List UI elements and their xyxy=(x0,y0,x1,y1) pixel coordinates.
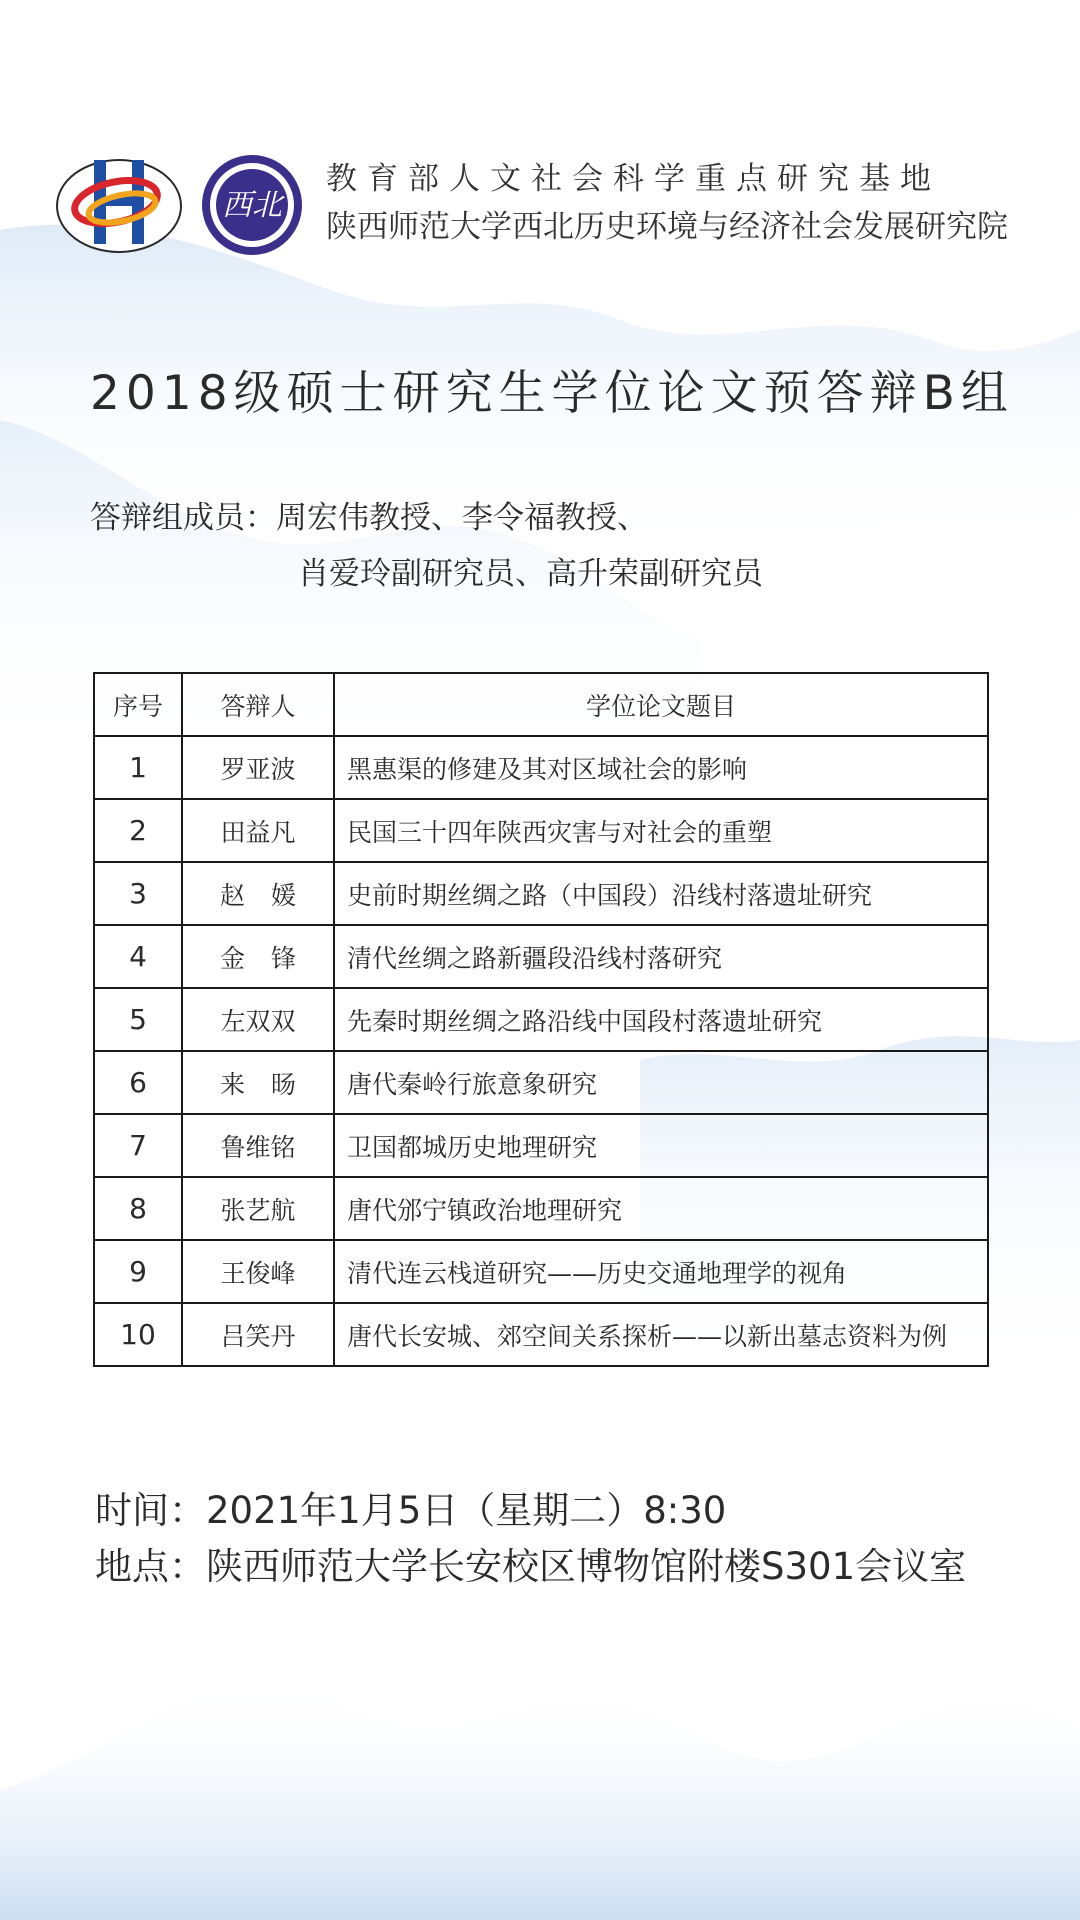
row-number: 3 xyxy=(94,862,182,925)
header-defender: 答辩人 xyxy=(182,673,334,736)
row-number: 1 xyxy=(94,736,182,799)
table-row xyxy=(94,862,988,925)
table-row xyxy=(94,988,988,1051)
thesis-topic: 唐代秦岭行旅意象研究 xyxy=(334,1051,988,1114)
table-row xyxy=(94,1177,988,1240)
row-number: 8 xyxy=(94,1177,182,1240)
institute-header xyxy=(326,158,1006,248)
table-row xyxy=(94,1114,988,1177)
institute-name: 陕西师范大学西北历史环境与经济社会发展研究院 xyxy=(326,209,1008,245)
thesis-topic: 唐代邠宁镇政治地理研究 xyxy=(334,1177,988,1240)
thesis-topic: 先秦时期丝绸之路沿线中国段村落遗址研究 xyxy=(334,988,988,1051)
ministry-base-name: 教育部人文社会科学重点研究基地 xyxy=(326,161,941,197)
header-topic: 学位论文题目 xyxy=(334,673,988,736)
committee-line-1: 答辩组成员：周宏伟教授、李令福教授、 xyxy=(90,500,648,536)
svg-text:西北: 西北 xyxy=(222,188,282,223)
table-row xyxy=(94,1240,988,1303)
table-row xyxy=(94,1303,988,1366)
defender-name: 田益凡 xyxy=(182,799,334,862)
thesis-topic: 清代连云栈道研究——历史交通地理学的视角 xyxy=(334,1240,988,1303)
row-number: 6 xyxy=(94,1051,182,1114)
header-number: 序号 xyxy=(94,673,182,736)
row-number: 7 xyxy=(94,1114,182,1177)
defender-name: 赵媛 xyxy=(182,862,334,925)
thesis-topic: 民国三十四年陕西灾害与对社会的重塑 xyxy=(334,799,988,862)
table-row xyxy=(94,799,988,862)
thesis-topic: 卫国都城历史地理研究 xyxy=(334,1114,988,1177)
committee-line-2: 肖爱玲副研究员、高升荣副研究员 xyxy=(298,556,763,592)
committee-members xyxy=(90,490,990,602)
defender-name: 张艺航 xyxy=(182,1177,334,1240)
thesis-topic: 清代丝绸之路新疆段沿线村落研究 xyxy=(334,925,988,988)
page-title: 2018级硕士研究生学位论文预答辩B组 xyxy=(90,366,1014,421)
row-number: 5 xyxy=(94,988,182,1051)
event-time: 时间：2021年1月5日（星期二）8:30 xyxy=(95,1489,727,1532)
northwest-research-institute-seal xyxy=(200,153,304,257)
thesis-topic: 黑惠渠的修建及其对区域社会的影响 xyxy=(334,736,988,799)
defender-name: 鲁维铭 xyxy=(182,1114,334,1177)
table-row xyxy=(94,925,988,988)
row-number: 9 xyxy=(94,1240,182,1303)
thesis-topic: 唐代长安城、郊空间关系探析——以新出墓志资料为例 xyxy=(334,1303,988,1366)
table-header-row xyxy=(94,673,988,736)
row-number: 2 xyxy=(94,799,182,862)
table-row xyxy=(94,1051,988,1114)
event-place: 地点：陕西师范大学长安校区博物馆附楼S301会议室 xyxy=(95,1545,967,1588)
row-number: 10 xyxy=(94,1303,182,1366)
defender-name: 来旸 xyxy=(182,1051,334,1114)
row-number: 4 xyxy=(94,925,182,988)
defender-name: 左双双 xyxy=(182,988,334,1051)
defender-name: 吕笑丹 xyxy=(182,1303,334,1366)
table-row xyxy=(94,736,988,799)
thesis-table xyxy=(93,672,989,1367)
thesis-topic: 史前时期丝绸之路（中国段）沿线村落遗址研究 xyxy=(334,862,988,925)
key-research-institute-logo xyxy=(54,152,184,256)
defender-name: 王俊峰 xyxy=(182,1240,334,1303)
defender-name: 金锋 xyxy=(182,925,334,988)
defender-name: 罗亚波 xyxy=(182,736,334,799)
event-info xyxy=(95,1483,995,1595)
